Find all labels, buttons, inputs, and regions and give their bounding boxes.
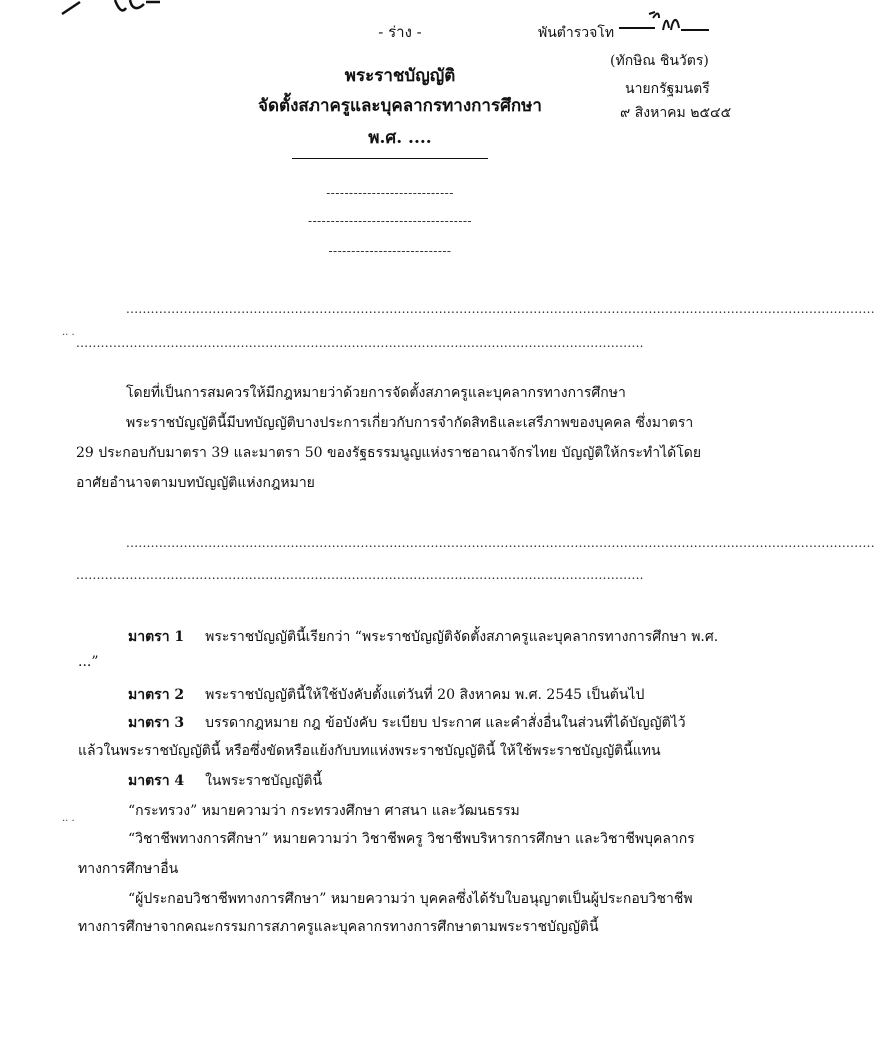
signature-rank: พันตำรวจโท bbox=[538, 25, 615, 41]
signature-date: ๙ สิงหาคม ๒๕๔๕ bbox=[620, 105, 732, 121]
dash-line-3: --------------------------- bbox=[328, 244, 452, 258]
section-1-label: มาตรา 1 bbox=[128, 629, 185, 645]
draft-label: - ร่าง - bbox=[378, 23, 422, 41]
section-4-text: ในพระราชบัญญัตินี้ bbox=[205, 773, 323, 789]
handwriting-scribble-top-left bbox=[60, 0, 170, 20]
section-1-text: พระราชบัญญัตินี้เรียกว่า “พระราชบัญญัติจัดตั้งสภาครูและบุคลากรทางการศึกษา พ.ศ. bbox=[205, 629, 719, 645]
section-1 bbox=[128, 626, 718, 648]
section-3-label: มาตรา 3 bbox=[128, 715, 185, 731]
section-3-text: บรรดากฎหมาย กฎ ข้อบังคับ ระเบียบ ประกาศ และคำสั่งอื่นในส่วนที่ได้บัญญัติไว้ bbox=[205, 715, 686, 731]
dash-line-2: ------------------------------------ bbox=[308, 214, 472, 228]
section-2-text: พระราชบัญญัตินี้ให้ใช้บังคับตั้งแต่วันที่ 20 สิงหาคม พ.ศ. 2545 เป็นต้นไป bbox=[205, 687, 645, 703]
preamble-line-2: พระราชบัญญัตินี้มีบทบัญญัติบางประการเกี่ยวกับการจำกัดสิทธิและเสรีภาพของบุคคล ซึ่งมาตรา bbox=[126, 415, 694, 431]
signature-name: (ทักษิณ ชินวัตร) bbox=[610, 53, 709, 69]
bill-year: พ.ศ. .... bbox=[368, 128, 432, 148]
definition-ministry: “กระทรวง” หมายความว่า กระทรวงศึกษา ศาสนา และวัฒนธรรม bbox=[128, 803, 520, 819]
margin-mark: ·· · bbox=[62, 816, 75, 827]
definition-practitioner-line-2: ทางการศึกษาจากคณะกรรมการสภาครูและบุคลากรทางการศึกษาตามพระราชบัญญัตินี้ bbox=[78, 919, 599, 935]
dotted-line: .......................................................................................................................................... bbox=[76, 336, 644, 350]
margin-mark: ·· · bbox=[62, 330, 75, 341]
title-underline bbox=[292, 158, 488, 159]
preamble-line-3: 29 ประกอบกับมาตรา 39 และมาตรา 50 ของรัฐธรรมนูญแห่งราชอาณาจักรไทย บัญญัติให้กระทำได้โดย bbox=[76, 445, 702, 461]
dotted-line: .......................................................................................................................................... bbox=[76, 568, 644, 582]
definition-profession-line-1: “วิชาชีพทางการศึกษา” หมายความว่า วิชาชีพครู วิชาชีพบริหารการศึกษา และวิชาชีพบุคลากร bbox=[128, 831, 695, 847]
section-2 bbox=[128, 684, 644, 706]
section-1-continuation: ...” bbox=[78, 654, 99, 670]
preamble-line-1: โดยที่เป็นการสมควรให้มีกฎหมายว่าด้วยการจัดตั้งสภาครูและบุคลากรทางการศึกษา bbox=[126, 385, 626, 401]
dotted-line: ...................................................................................................................................................................................... bbox=[126, 302, 875, 316]
dash-line-1: ---------------------------- bbox=[326, 186, 454, 200]
dotted-line: ...................................................................................................................................................................................... bbox=[126, 536, 875, 550]
section-2-label: มาตรา 2 bbox=[128, 687, 185, 703]
definition-practitioner-line-1: “ผู้ประกอบวิชาชีพทางการศึกษา” หมายความว่า บุคคลซึ่งได้รับใบอนุญาตเป็นผู้ประกอบวิชาชีพ bbox=[128, 891, 693, 907]
bill-subtitle: จัดตั้งสภาครูและบุคลากรทางการศึกษา bbox=[258, 96, 542, 116]
preamble-line-4: อาศัยอำนาจตามบทบัญญัติแห่งกฎหมาย bbox=[76, 475, 315, 491]
section-4-label: มาตรา 4 bbox=[128, 773, 185, 789]
section-3 bbox=[128, 712, 686, 734]
signature-position: นายกรัฐมนตรี bbox=[625, 81, 710, 97]
section-3-continuation: แล้วในพระราชบัญญัตินี้ หรือซึ่งขัดหรือแย้งกับบทแห่งพระราชบัญญัตินี้ ให้ใช้พระราชบัญญัตินี้แทน bbox=[78, 743, 661, 759]
definition-profession-line-2: ทางการศึกษาอื่น bbox=[78, 861, 179, 877]
bill-title: พระราชบัญญัติ bbox=[344, 66, 456, 86]
section-4 bbox=[128, 770, 322, 792]
